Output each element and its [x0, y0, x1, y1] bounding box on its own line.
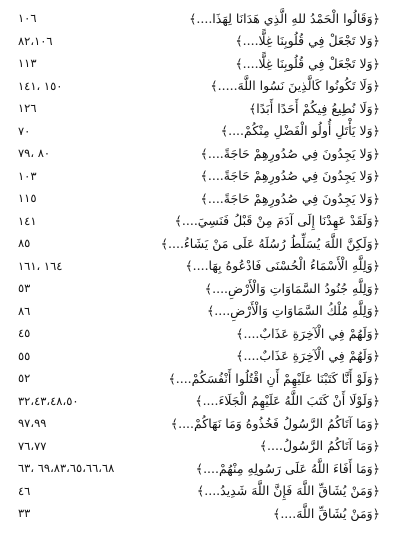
- verse-text: ﴿وَلَا تَكُونُوا كَالَّذِينَ نَسُوا اللَّهَ.....﴾: [210, 78, 380, 94]
- verse-text: ﴿وَمَا آتَاكُمُ الرَّسُولُ....﴾: [259, 438, 380, 454]
- verse-text: ﴿وَلا تَجْعَلْ فِي قُلُوبِنَا غِلًّا....﴾: [235, 33, 380, 49]
- index-row: [18, 142, 380, 165]
- verse-text: ﴿وَلَهُمْ فِي الْآخِرَةِ عَذَابٌ....﴾: [236, 348, 380, 364]
- page-numbers: ٤٦: [18, 483, 31, 498]
- verse-text: ﴿وَلَقَدْ عَهِدْنَا إِلَى آدَمَ مِنْ قَبْلُ فَنَسِيَ....﴾: [174, 213, 380, 229]
- page-numbers: ٧٠: [18, 123, 31, 138]
- verse-text: ﴿وَلِلَّهِ مُلْكُ السَّمَاوَاتِ وَالْأَرْضِ....﴾: [206, 303, 380, 319]
- verse-text: ﴿وَلَوْ أَنَّا كَتَبْنَا عَلَيْهِمْ أَنِ اقْتُلُوا أَنْفُسَكُمْ....﴾: [168, 370, 380, 386]
- page-numbers: ١٠٦: [18, 11, 37, 26]
- index-row: [18, 210, 380, 233]
- index-row: [18, 277, 380, 300]
- index-row: [18, 322, 380, 345]
- index-row: [18, 232, 380, 255]
- page-numbers: ١١٣: [18, 56, 37, 71]
- index-row: [18, 502, 380, 525]
- index-row: [18, 390, 380, 413]
- index-row: [18, 7, 380, 30]
- page-numbers: ٣٣: [18, 506, 31, 521]
- page-numbers: ٧٦،٧٧: [18, 438, 47, 453]
- page-numbers: ٩٧،٩٩: [18, 416, 47, 431]
- verse-text: ﴿وَلَكِنَّ اللَّهَ يُسَلِّطُ رُسُلَهُ عَلَى مَنْ يَشَاءُ....﴾: [160, 235, 380, 251]
- page-numbers: ٥٥: [18, 348, 31, 363]
- verse-text: ﴿وَمَا آتَاكُمُ الرَّسُولُ فَخُذُوهُ وَمَا نَهَاكُمْ....﴾: [170, 415, 380, 431]
- page-numbers: ٦٩،٨٣،٦٥،٦٦،٦٨ ،٦٣: [18, 461, 115, 476]
- page-numbers: ١٢٦: [18, 101, 37, 116]
- verse-text: ﴿وَلا يَجِدُونَ فِي صُدُورِهِمْ حَاجَةً....﴾: [200, 145, 380, 161]
- index-row: [18, 187, 380, 210]
- verse-text: ﴿وَلا يَجِدُونَ فِي صُدُورِهِمْ حَاجَةً....﴾: [200, 168, 380, 184]
- verse-text: ﴿وَلَهُمْ فِي الْآخِرَةِ عَذَابٌ....﴾: [236, 325, 380, 341]
- index-row: [18, 255, 380, 278]
- index-row: [18, 412, 380, 435]
- page-numbers: ٨٢،١٠٦: [18, 33, 53, 48]
- index-row: [18, 457, 380, 480]
- verse-text: ﴿وَلا تَجْعَلْ فِي قُلُوبِنَا غِلًّا....﴾: [235, 55, 380, 71]
- index-row: [18, 120, 380, 143]
- verse-text: ﴿وَمَا أَفَاءَ اللَّهُ عَلَى رَسُولِهِ مِنْهُمْ....﴾: [195, 460, 380, 476]
- verse-index-list: [18, 7, 380, 525]
- index-row: [18, 345, 380, 368]
- page-numbers: ٣٢،٤٣،٤٨،٥٠: [18, 393, 79, 408]
- page-numbers: ١٦٤ ،١٦١: [18, 258, 63, 273]
- index-row: [18, 480, 380, 503]
- verse-text: ﴿وَلَوْلَا أَنْ كَتَبَ اللَّهُ عَلَيْهِمُ الْجَلَاءَ....﴾: [195, 393, 380, 409]
- page-numbers: ١٤١: [18, 213, 37, 228]
- verse-text: ﴿وَلَا نُطِيعُ فِيكُمْ أَحَدًا أَبَدًا﴾: [248, 100, 380, 116]
- page-numbers: ٨٠ ،٧٩: [18, 146, 51, 161]
- index-row: [18, 75, 380, 98]
- page-numbers: ٥٢: [18, 371, 31, 386]
- index-row: [18, 30, 380, 53]
- index-row: [18, 300, 380, 323]
- verse-text: ﴿وَلِلَّهِ جُنُودُ السَّمَاوَاتِ وَالْأَرْضِ....﴾: [204, 280, 380, 296]
- page-numbers: ٤٥: [18, 326, 31, 341]
- page-numbers: ٨٦: [18, 303, 31, 318]
- index-row: [18, 97, 380, 120]
- page-numbers: ٥٣: [18, 281, 31, 296]
- verse-text: ﴿وَمَنْ يُشَاقِّ اللَّهَ....﴾: [273, 505, 380, 521]
- verse-text: ﴿وَلا يَجِدُونَ فِي صُدُورِهِمْ حَاجَةً....﴾: [200, 190, 380, 206]
- page-numbers: ١٥٠ ،١٤١: [18, 78, 63, 93]
- verse-text: ﴿وَقَالُوا الْحَمْدُ للهِ الَّذِي هَدَانَا لِهَذَا....﴾: [189, 10, 380, 26]
- page-numbers: ١١٥: [18, 191, 37, 206]
- page-numbers: ١٠٣: [18, 168, 37, 183]
- index-row: [18, 367, 380, 390]
- page-numbers: ٨٥: [18, 236, 31, 251]
- index-row: [18, 52, 380, 75]
- verse-text: ﴿وَمَنْ يُشَاقِّ اللَّهَ فَإِنَّ اللَّهَ شَدِيدُ....﴾: [196, 483, 380, 499]
- index-row: [18, 435, 380, 458]
- verse-text: ﴿وَلا يَأْتَلِ أُولُو الْفَضْلِ مِنْكُمْ....﴾: [220, 123, 380, 139]
- verse-text: ﴿وَلِلَّهِ الْأَسْمَاءُ الْحُسْنَى فَادْعُوهُ بِهَا....﴾: [185, 258, 380, 274]
- index-row: [18, 165, 380, 188]
